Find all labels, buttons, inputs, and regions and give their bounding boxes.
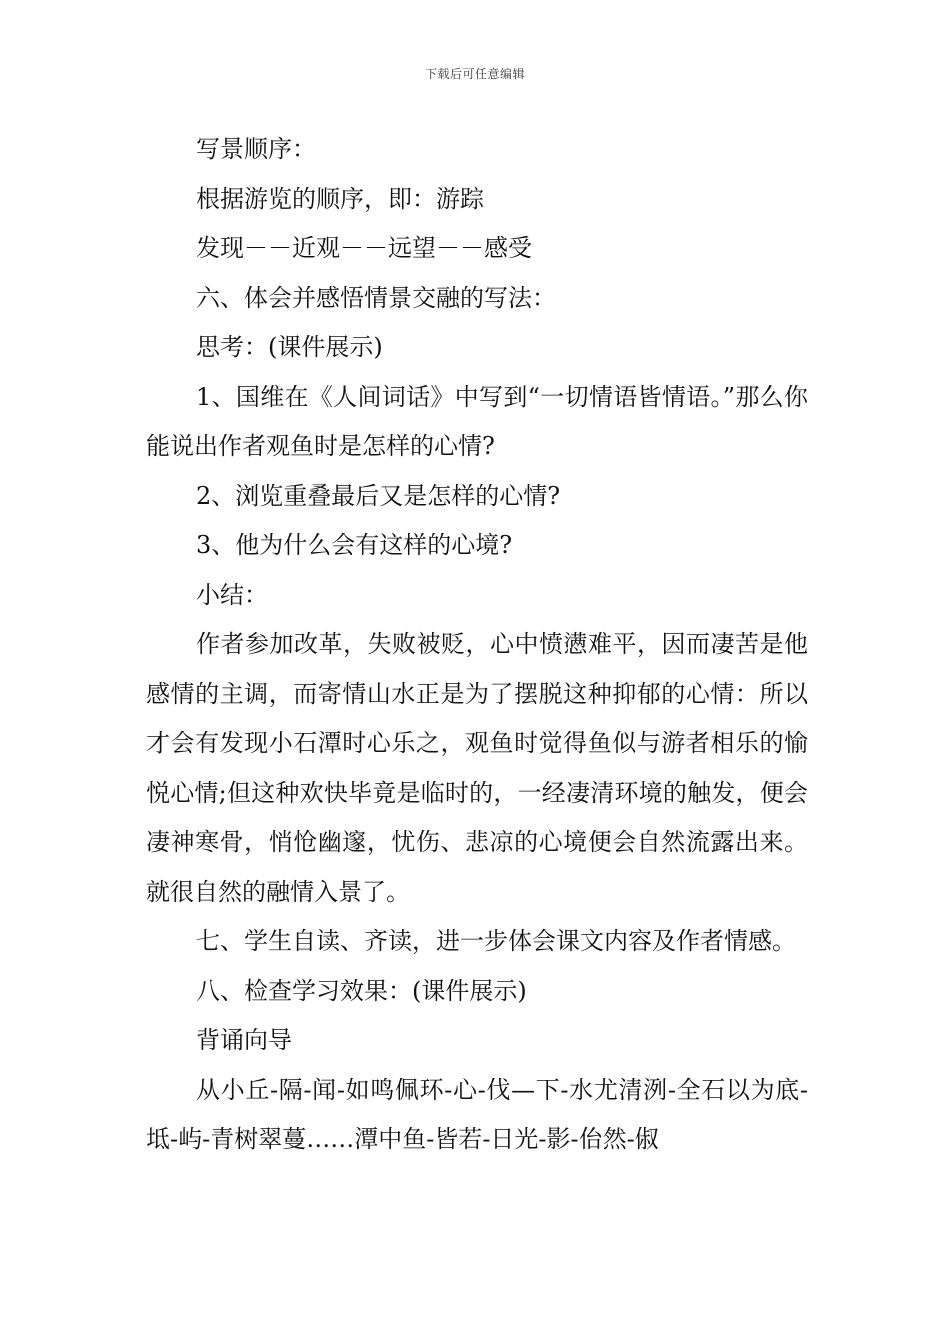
document-body xyxy=(146,125,808,1165)
paragraph-think: 思考：(课件展示) xyxy=(196,333,383,361)
paragraph-section-eight: 八、检查学习效果：(课件展示) xyxy=(196,976,527,1005)
page-header: 下载后可任意编辑 xyxy=(424,67,525,81)
paragraph-question-2: 2、浏览重叠最后又是怎样的心情? xyxy=(196,481,561,510)
paragraph-summary: 作者参加改革，失败被贬，心中愤懑难平，因而凄苦是他感情的主调，而寄情山水正是为了摆脱这种抑郁的心情：所以才会有发现小石潭时心乐之，观鱼时觉得鱼似与游者相乐的愉悦心情;但这种欢快毕竟是临时的，一经凄清环境的触发，便会凄神寒骨，悄怆幽邃，忧伤、悲凉的心境便会自然流露出来。就很自然的融情入景了。 xyxy=(146,630,808,906)
paragraph-question-1: 1、国维在《人间词话》中写到“一切情语皆情语。”那么你能说出作者观鱼时是怎样的心情? xyxy=(146,382,808,460)
paragraph-sequence: 发现－－近观－－远望－－感受 xyxy=(196,234,532,262)
paragraph-section-seven: 七、学生自读、齐读，进一步体会课文内容及作者情感。 xyxy=(196,927,796,955)
paragraph-recite-outline: 从小丘-隔-闻-如鸣佩环-心-伐—下-水尤清洌-全石以为底-坻-屿-青树翠蔓……潭中鱼-皆若-日光-影-佁然-俶 xyxy=(146,1075,808,1153)
paragraph-summary-label: 小结： xyxy=(196,580,268,609)
paragraph-scenery-order: 写景顺序： xyxy=(196,135,316,163)
paragraph-recite-guide: 背诵向导 xyxy=(196,1026,292,1054)
paragraph-section-six: 六、体会并感悟情景交融的写法： xyxy=(196,283,556,312)
paragraph-question-3: 3、他为什么会有这样的心境? xyxy=(196,531,513,559)
paragraph-tour-order: 根据游览的顺序，即：游踪 xyxy=(196,184,484,213)
